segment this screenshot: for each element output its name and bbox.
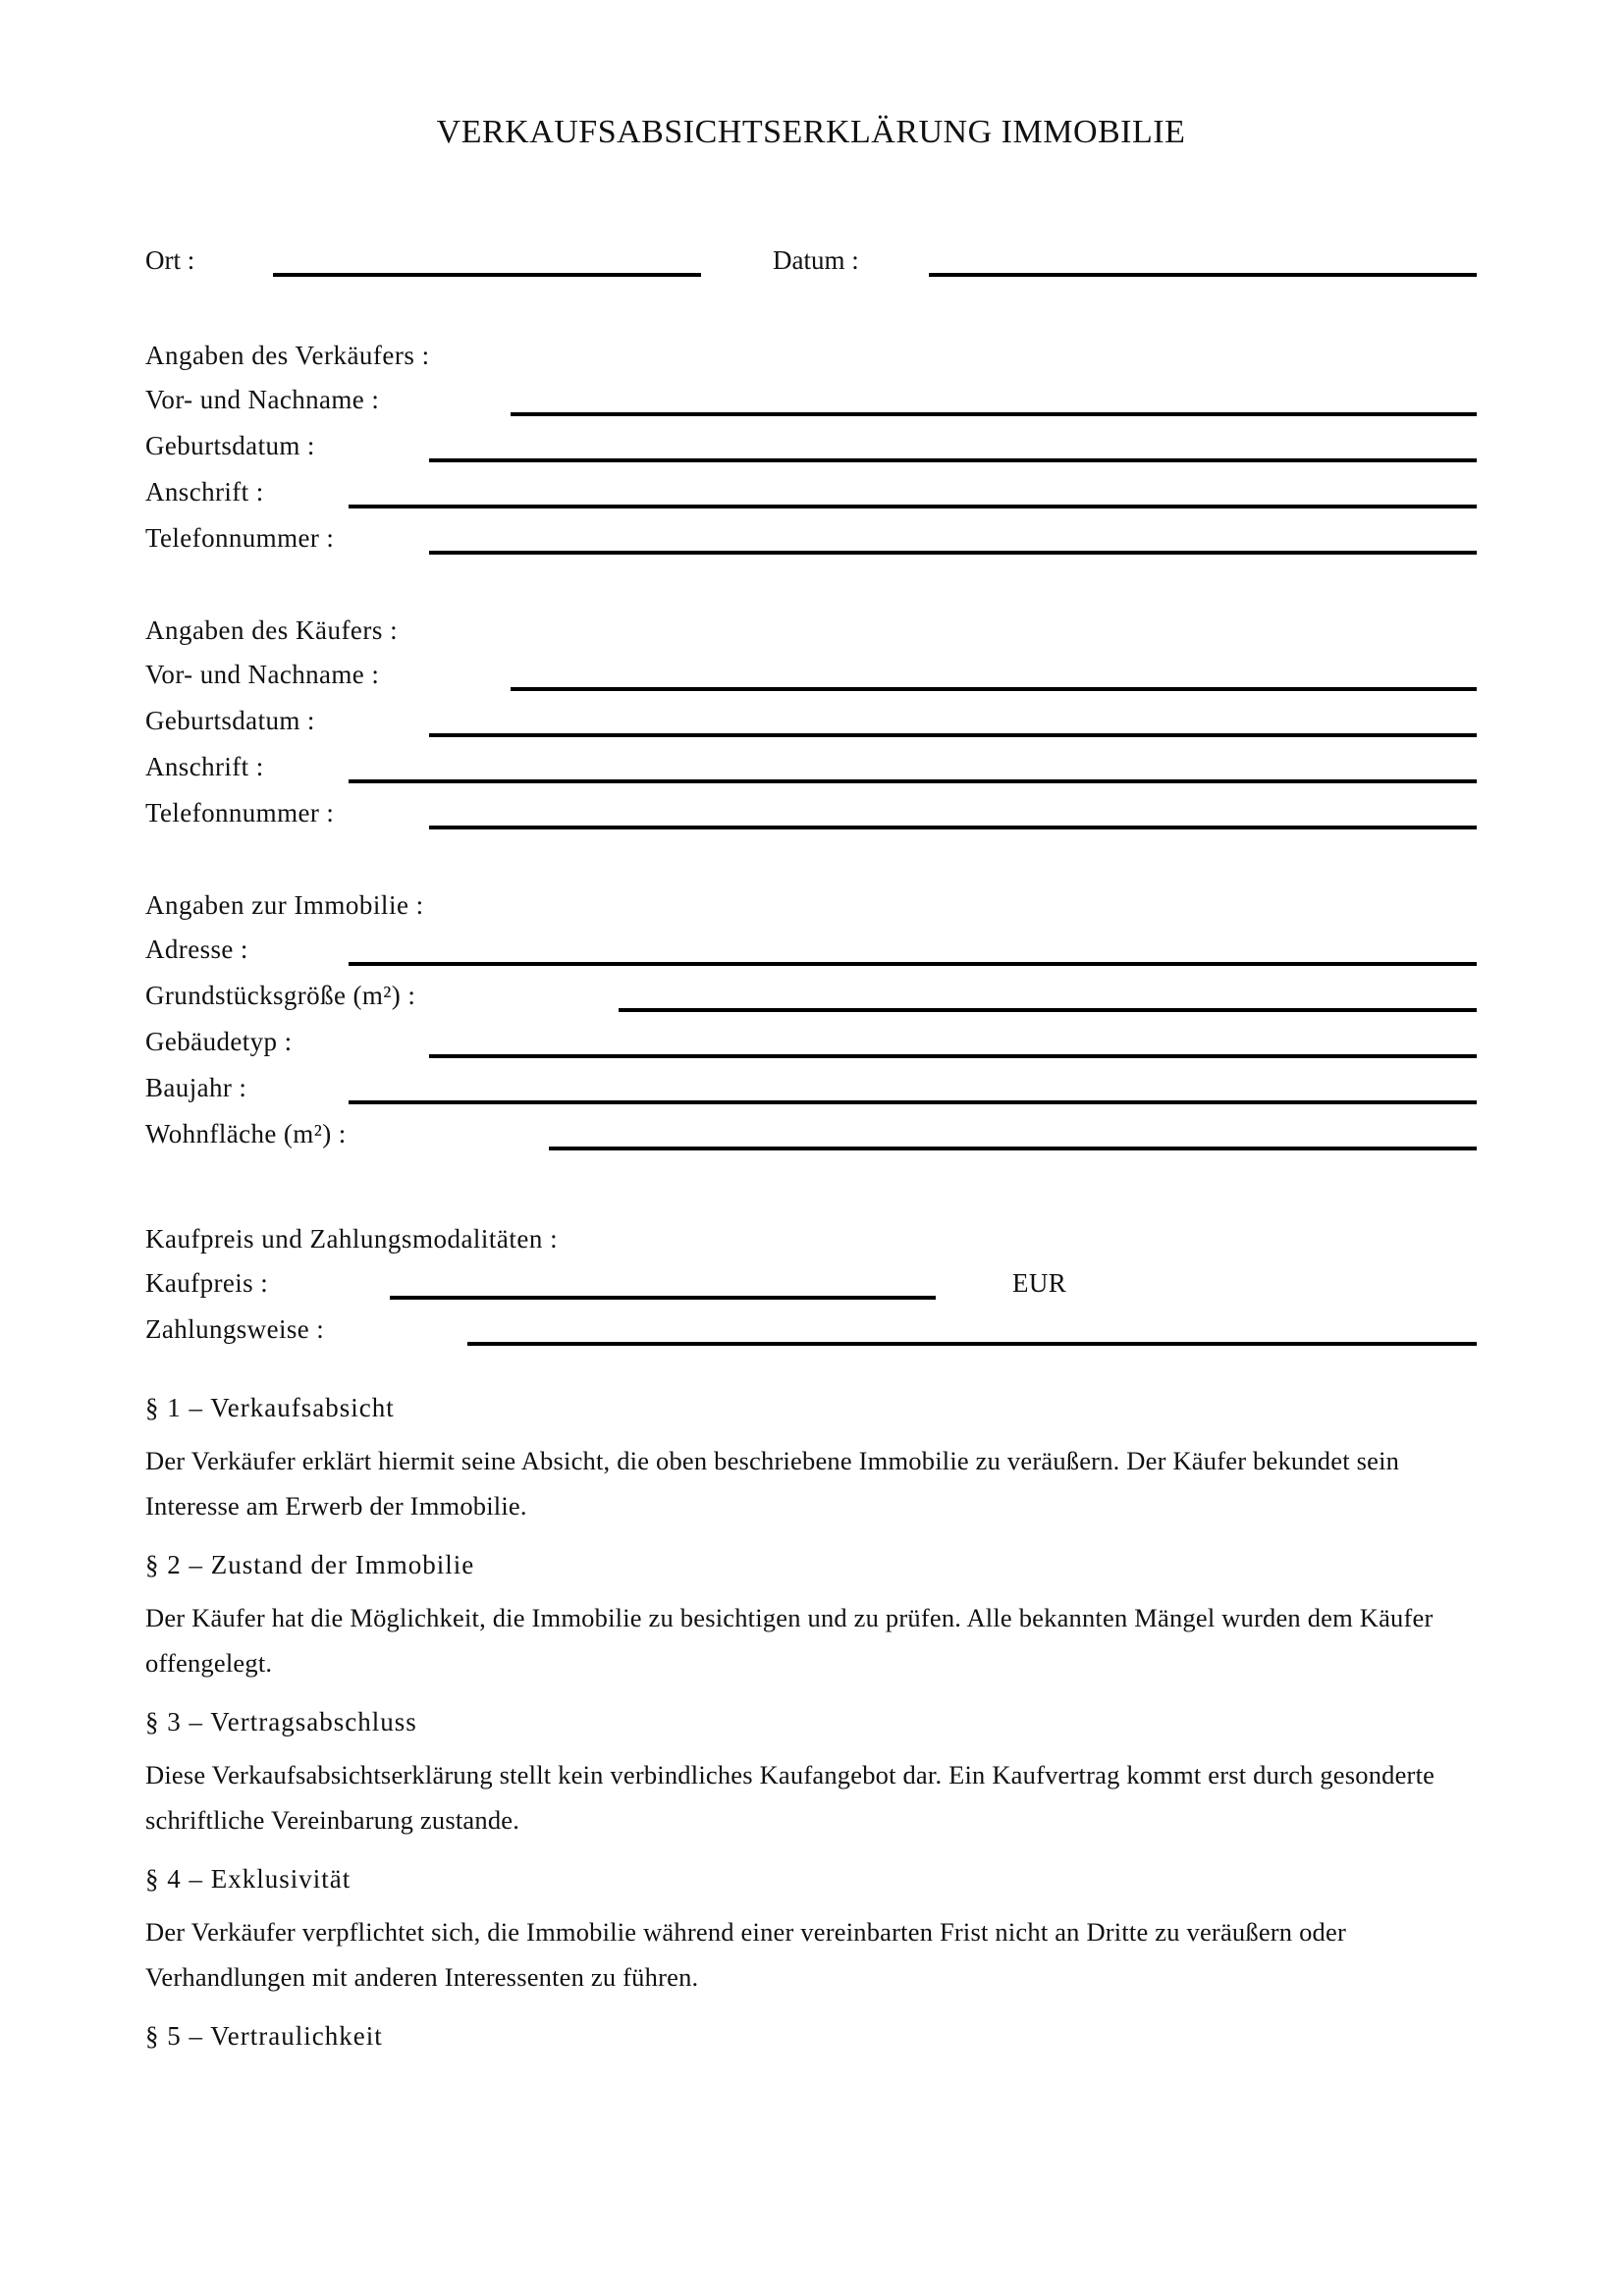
buyer-phone-input-line[interactable] [429,826,1477,829]
buyer-address-row [145,750,1477,796]
clause-2-body: Der Käufer hat die Möglichkeit, die Immobilie zu besichtigen und zu prüfen. Alle bekannten Mängel wurden dem Käufer offengelegt. [145,1603,1434,1678]
buyer-phone-row [145,796,1477,842]
seller-address-row [145,475,1477,521]
clause-1-body: Der Verkäufer erklärt hiermit seine Absicht, die oben beschriebene Immobilie zu veräußern. Der Käufer bekundet sein Interesse am Erwerb der Immobilie. [145,1446,1400,1521]
clause-4 [145,1862,1477,2000]
clause-1 [145,1391,1477,1528]
seller-phone-input-line[interactable] [429,551,1477,555]
seller-phone-label: Telefonnummer : [145,523,335,553]
property-living-area-input-line[interactable] [549,1147,1477,1150]
seller-birthdate-row [145,429,1477,475]
property-address-row [145,933,1477,979]
seller-address-input-line[interactable] [349,505,1477,508]
payment-method-label: Zahlungsweise : [145,1314,325,1344]
buyer-section-heading: Angaben des Käufers : [145,615,399,645]
ort-datum-row [145,243,1477,290]
currency-label: EUR [1012,1268,1067,1298]
ort-input-line[interactable] [273,273,701,277]
seller-birthdate-label: Geburtsdatum : [145,431,315,460]
buyer-address-label: Anschrift : [145,752,264,781]
buyer-birthdate-label: Geburtsdatum : [145,706,315,735]
payment-section-heading: Kaufpreis und Zahlungsmodalitäten : [145,1224,559,1254]
payment-price-input-line[interactable] [390,1296,936,1300]
payment-method-row [145,1312,1477,1359]
property-living-area-row [145,1117,1477,1163]
property-year-built-input-line[interactable] [349,1100,1477,1104]
property-building-type-row [145,1025,1477,1071]
property-year-built-row [145,1071,1477,1117]
property-building-type-input-line[interactable] [429,1054,1477,1058]
clause-1-heading: § 1 – Verkaufsabsicht [145,1393,395,1422]
clause-5-heading: § 5 – Vertraulichkeit [145,2021,383,2051]
property-plot-size-input-line[interactable] [619,1008,1477,1012]
payment-price-row [145,1266,1477,1312]
clauses-section [145,1391,1477,2053]
clause-3-body: Diese Verkaufsabsichtserklärung stellt kein verbindliches Kaufangebot dar. Ein Kaufvertrag kommt erst durch gesonderte schriftliche Vereinbarung zustande. [145,1760,1435,1835]
datum-input-line[interactable] [929,273,1477,277]
clause-2 [145,1548,1477,1685]
ort-label: Ort : [145,245,195,275]
payment-section [145,1222,1477,1359]
seller-name-label: Vor- und Nachname : [145,385,380,414]
seller-section [145,339,1477,567]
property-section-heading: Angaben zur Immobilie : [145,890,424,920]
property-address-label: Adresse : [145,934,248,964]
seller-section-heading: Angaben des Verkäufers : [145,341,430,370]
buyer-address-input-line[interactable] [349,779,1477,783]
buyer-section [145,614,1477,842]
seller-address-label: Anschrift : [145,477,264,507]
clause-3 [145,1705,1477,1842]
clause-5 [145,2019,1477,2053]
buyer-name-label: Vor- und Nachname : [145,660,380,689]
seller-name-input-line[interactable] [511,412,1477,416]
buyer-birthdate-input-line[interactable] [429,733,1477,737]
buyer-name-row [145,658,1477,704]
buyer-birthdate-row [145,704,1477,750]
property-section [145,888,1477,1163]
property-building-type-label: Gebäudetyp : [145,1027,293,1056]
buyer-phone-label: Telefonnummer : [145,798,335,828]
clause-2-heading: § 2 – Zustand der Immobilie [145,1550,475,1579]
datum-label: Datum : [773,245,859,275]
clause-4-body: Der Verkäufer verpflichtet sich, die Immobilie während einer vereinbarten Frist nicht an Dritte zu veräußern oder Verhandlungen mit anderen Interessenten zu führen. [145,1917,1346,1992]
payment-method-input-line[interactable] [467,1342,1477,1346]
property-plot-size-row [145,979,1477,1025]
seller-name-row [145,383,1477,429]
payment-price-label: Kaufpreis : [145,1268,269,1298]
clause-4-heading: § 4 – Exklusivität [145,1864,352,1894]
property-address-input-line[interactable] [349,962,1477,966]
seller-birthdate-input-line[interactable] [429,458,1477,462]
document-title: VERKAUFSABSICHTSERKLÄRUNG IMMOBILIE [436,114,1186,150]
seller-phone-row [145,521,1477,567]
property-year-built-label: Baujahr : [145,1073,247,1102]
property-living-area-label: Wohnfläche (m²) : [145,1119,347,1148]
property-plot-size-label: Grundstücksgröße (m²) : [145,981,416,1010]
buyer-name-input-line[interactable] [511,687,1477,691]
clause-3-heading: § 3 – Vertragsabschluss [145,1707,417,1736]
